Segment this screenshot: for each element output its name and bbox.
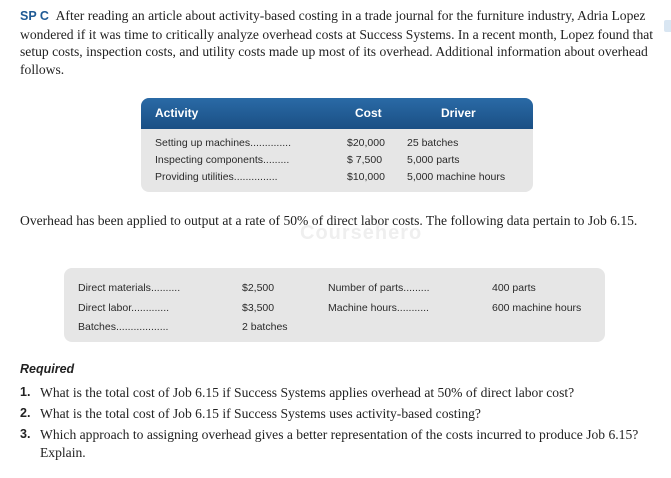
job-label: Number of parts.........	[328, 282, 430, 294]
job-label: Batches..................	[78, 321, 169, 333]
job-label: Direct materials..........	[78, 282, 181, 294]
job-value: 2 batches	[242, 321, 288, 333]
job-value: 600 machine hours	[492, 302, 582, 314]
question-number: 2.	[20, 406, 31, 420]
job-value: $2,500	[242, 282, 275, 294]
problem-label: SP C	[20, 9, 49, 23]
question-number: 1.	[20, 385, 31, 399]
job-value: $3,500	[242, 302, 275, 314]
activity-driver: 25 batches	[407, 137, 459, 149]
question-text: What is the total cost of Job 6.15 if Success Systems uses activity-based costing?	[40, 406, 481, 421]
activity-cost: $20,000	[347, 137, 385, 149]
question-text: Which approach to assigning overhead gives a better representation of the costs incurred to produce Job 6.15? Explain.	[40, 427, 639, 460]
problem-intro	[20, 7, 660, 78]
watermark-text: Coursehero	[300, 222, 423, 244]
activity-name: Setting up machines..............	[155, 137, 291, 149]
header-cost: Cost	[355, 106, 382, 120]
job-label: Direct labor.............	[78, 302, 170, 314]
question-item	[20, 426, 660, 461]
job-value: 400 parts	[492, 282, 536, 294]
header-driver: Driver	[441, 106, 476, 120]
activity-cost: $10,000	[347, 171, 385, 183]
question-item	[20, 405, 660, 423]
job-data-table	[64, 268, 605, 342]
question-number: 3.	[20, 427, 31, 441]
required-heading: Required	[20, 362, 75, 376]
activity-table	[141, 98, 533, 192]
activity-driver: 5,000 parts	[407, 154, 460, 166]
question-item	[20, 384, 660, 402]
question-text: What is the total cost of Job 6.15 if Success Systems applies overhead at 50% of direct labor cost?	[40, 385, 575, 400]
intro-text: After reading an article about activity-based costing in a trade journal for the furniture industry, Adria Lopez wondered if it was time to critically analyze overhead costs at Success Systems. In a recent month, Lopez found that setup costs, inspection costs, and utility costs made up most of its overhead. Additional information about overhead follows.	[20, 8, 654, 77]
activity-cost: $ 7,500	[347, 154, 383, 166]
activity-driver: 5,000 machine hours	[407, 171, 506, 183]
page-edge-marker	[664, 20, 671, 32]
activity-row	[141, 135, 533, 153]
activity-row	[141, 169, 533, 187]
activity-table-header	[141, 98, 533, 129]
middle-text: Overhead has been applied to output at a rate of 50% of direct labor costs. The following data pertain to Job 6.15.	[20, 213, 638, 228]
activity-name: Providing utilities...............	[155, 171, 278, 183]
activity-row	[141, 152, 533, 170]
header-activity: Activity	[155, 106, 199, 120]
activity-name: Inspecting components.........	[155, 154, 290, 166]
job-label: Machine hours...........	[328, 302, 429, 314]
